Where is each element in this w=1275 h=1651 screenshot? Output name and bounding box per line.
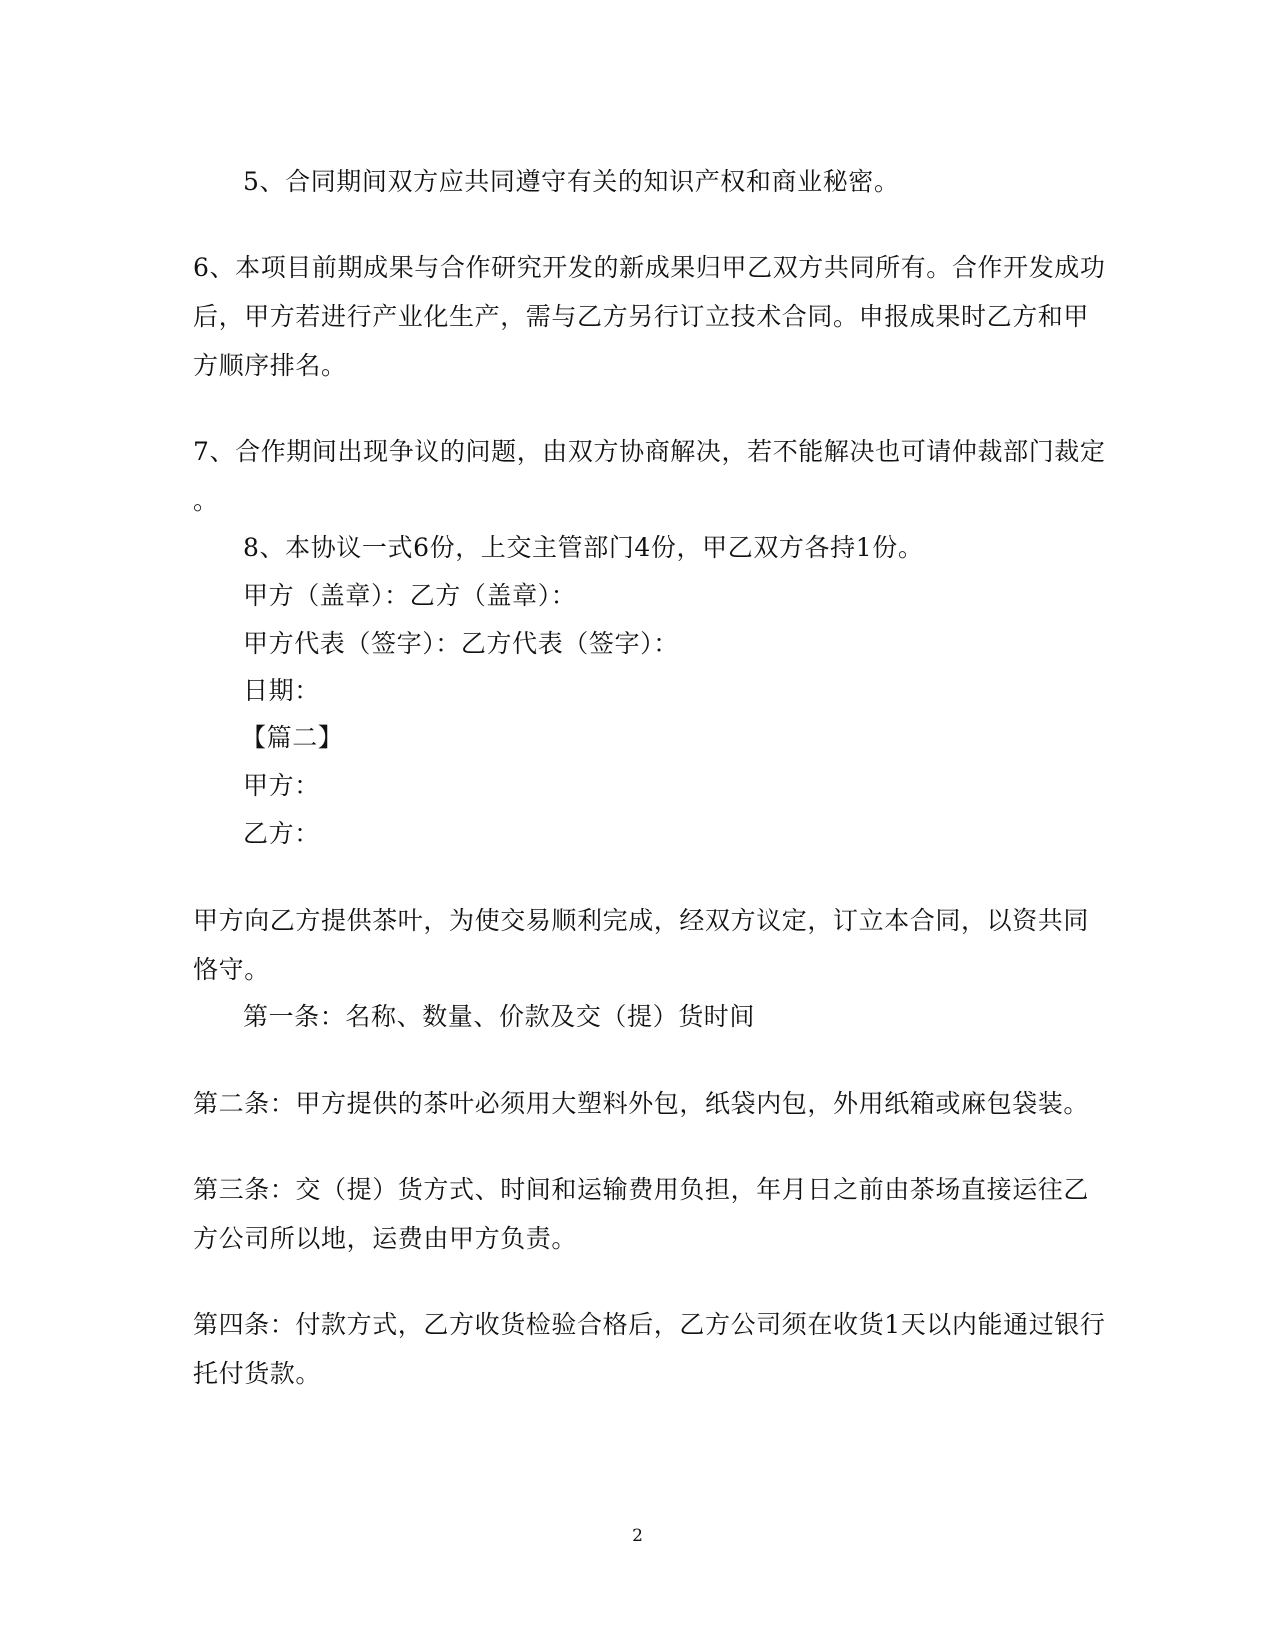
preamble-line-1: 甲方向乙方提供茶叶，为使交易顺利完成，经双方议定，订立本合同，以资共同 (193, 906, 1090, 935)
party-seal-line: 甲方（盖章）：乙方（盖章）： (243, 581, 577, 610)
representative-signature-line: 甲方代表（签字）：乙方代表（签字）： (243, 629, 679, 658)
article-4-line-2: 托付货款。 (193, 1359, 322, 1388)
section-heading: 【篇二】 (241, 723, 344, 752)
page-number: 2 (632, 1526, 643, 1546)
date-line: 日期： (243, 676, 320, 705)
article-3-line-1: 第三条：交（提）货方式、时间和运输费用负担，年月日之前由茶场直接运往乙 (193, 1175, 1090, 1204)
party-a-line: 甲方： (243, 771, 320, 800)
article-1: 第一条：名称、数量、价款及交（提）货时间 (243, 1002, 756, 1031)
clause-6-line-3: 方顺序排名。 (193, 351, 347, 380)
clause-6-line-2: 后，甲方若进行产业化生产，需与乙方另行订立技术合同。申报成果时乙方和甲 (193, 302, 1090, 331)
preamble-line-2: 恪守。 (193, 955, 270, 984)
clause-7-line-2: 。 (193, 486, 219, 515)
clause-5: 5、合同期间双方应共同遵守有关的知识产权和商业秘密。 (243, 167, 900, 196)
clause-8: 8、本协议一式6份，上交主管部门4份，甲乙双方各持1份。 (243, 533, 924, 562)
article-4-line-1: 第四条：付款方式，乙方收货检验合格后，乙方公司须在收货1天以内能通过银行 (193, 1310, 1106, 1339)
article-3-line-2: 方公司所以地，运费由甲方负责。 (193, 1224, 578, 1253)
clause-6-line-1: 6、本项目前期成果与合作研究开发的新成果归甲乙双方共同所有。合作开发成功 (193, 253, 1106, 282)
article-2: 第二条：甲方提供的茶叶必须用大塑料外包，纸袋内包，外用纸箱或麻包袋装。 (193, 1089, 1090, 1118)
clause-7-line-1: 7、合作期间出现争议的问题，由双方协商解决，若不能解决也可请仲裁部门裁定 (193, 437, 1106, 466)
party-b-line: 乙方： (243, 819, 320, 848)
